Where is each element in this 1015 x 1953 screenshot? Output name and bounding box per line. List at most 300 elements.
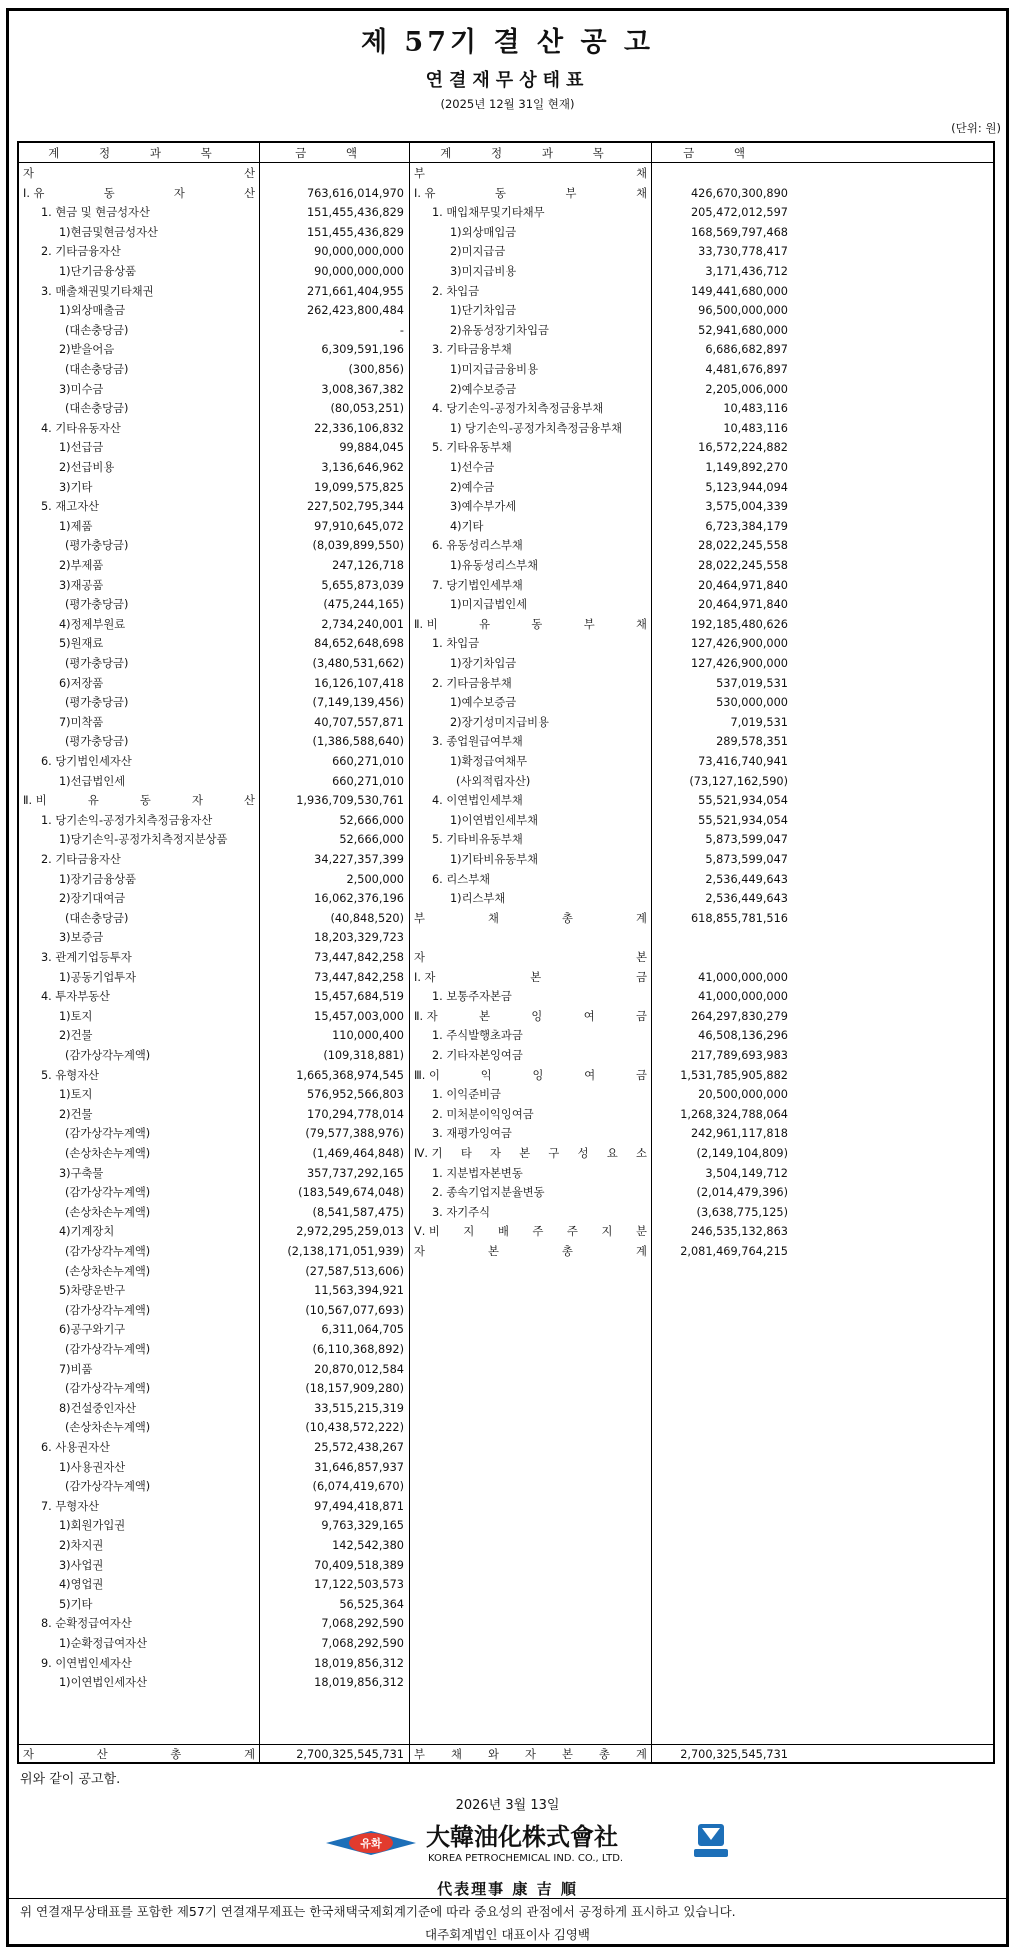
table-row (19, 1497, 993, 1517)
table-row (19, 262, 993, 282)
amount-cell: (27,587,513,606) (305, 1264, 404, 1278)
account-label: 1)외상매입금 (450, 225, 517, 239)
account-label: (감가상각누계액) (65, 1382, 151, 1396)
amount-cell: 20,464,971,840 (698, 578, 788, 592)
account-label: (감가상각누계액) (65, 1480, 151, 1494)
amount-cell: 5,873,599,047 (705, 853, 788, 866)
account-label: 1)확정급여채무 (450, 755, 528, 768)
amount-cell: 262,423,800,484 (306, 304, 404, 318)
account-label: (대손충당금) (65, 323, 129, 337)
account-label: (대손충당금) (65, 363, 129, 376)
amount-cell: 227,502,795,344 (306, 500, 404, 514)
account-label: 1)리스부채 (450, 892, 506, 906)
amount-cell: 33,515,215,319 (314, 1401, 404, 1415)
account-label: 1. 차입금 (432, 637, 480, 651)
amount-cell: (79,577,388,976) (305, 1127, 404, 1141)
amount-cell: 41,000,000,000 (698, 990, 788, 1004)
account-label: 부 채 (414, 167, 647, 180)
account-label: 2)부제품 (59, 559, 104, 572)
amount-cell: 2,081,469,764,215 (680, 1245, 788, 1258)
account-label: (손상차손누계액) (65, 1147, 151, 1160)
amount-cell: 31,646,857,937 (314, 1460, 404, 1474)
account-label: (평가충당금) (65, 539, 129, 553)
balance-sheet-table (17, 141, 995, 1764)
account-label: 1)현금및현금성자산 (59, 225, 158, 239)
amount-cell: 357,737,292,165 (306, 1166, 404, 1180)
amount-cell: 168,569,797,468 (690, 225, 788, 239)
amount-cell: 2,734,240,001 (321, 617, 404, 631)
account-label: 1. 지분법자본변동 (432, 1166, 523, 1180)
amount-cell: 97,910,645,072 (314, 519, 404, 533)
table-row (19, 1654, 993, 1674)
amount-cell: 3,575,004,339 (705, 500, 788, 514)
account-label: (감가상각누계액) (65, 1245, 151, 1258)
account-label: 5)차량운반구 (59, 1284, 126, 1298)
table-row (19, 576, 993, 596)
amount-cell: (3,480,531,662) (312, 657, 404, 670)
account-label: 1)회원가입권 (59, 1519, 126, 1533)
amount-cell: 10,483,116 (723, 402, 788, 416)
amount-cell: 149,441,680,000 (690, 284, 788, 298)
amount-cell: - (399, 323, 404, 337)
amount-cell: 271,661,404,955 (306, 284, 404, 298)
amount-cell: 33,730,778,417 (698, 245, 788, 259)
account-label: 1)선급법인세 (59, 774, 126, 788)
table-row (19, 1183, 993, 1203)
amount-cell: (40,848,520) (330, 911, 404, 925)
amount-cell: 70,409,518,389 (314, 1558, 404, 1572)
account-label: 2. 미처분이익잉여금 (432, 1107, 534, 1121)
account-label: Ⅳ. 기 타 자 본 구 성 요 소 (414, 1147, 647, 1160)
table-row (19, 1360, 993, 1380)
account-label: 1)미지급법인세 (450, 598, 528, 612)
table-row (19, 1262, 993, 1282)
account-label: (감가상각누계액) (65, 1049, 151, 1062)
amount-cell: 52,666,000 (339, 813, 404, 827)
table-row (19, 752, 993, 772)
account-label: (사외적립자산) (456, 774, 531, 788)
amount-cell: 7,068,292,590 (321, 1637, 404, 1650)
amount-cell: 97,494,418,871 (314, 1499, 404, 1513)
logo-badge: 유화 (360, 1837, 382, 1850)
table-row (19, 1203, 993, 1223)
amount-cell: 4,481,676,897 (705, 363, 788, 376)
amount-cell: (1,386,588,640) (312, 735, 404, 749)
amount-cell: 2,205,006,000 (705, 382, 788, 396)
account-label: 2. 기타금융자산 (41, 853, 121, 866)
account-label: 1)이연법인세자산 (59, 1676, 147, 1690)
table-row (19, 889, 993, 909)
account-label: (손상차손누계액) (65, 1205, 151, 1219)
table-row (19, 634, 993, 654)
account-label: (손상차손누계액) (65, 1421, 151, 1435)
account-label: 3)기타 (59, 480, 93, 494)
account-label: 1)유동성리스부채 (450, 559, 538, 572)
account-label: (감가상각누계액) (65, 1303, 151, 1317)
account-label: 1)단기차입금 (450, 304, 517, 318)
table-row (19, 1046, 993, 1066)
account-label: 4)기타 (450, 519, 484, 533)
account-label: 부 채 총 계 (414, 911, 647, 925)
account-label: 7)비품 (59, 1362, 93, 1376)
amount-cell: 46,508,136,296 (698, 1029, 788, 1043)
amount-cell: 264,297,830,279 (690, 1009, 788, 1023)
account-label: 9. 이연법인세자산 (41, 1656, 132, 1670)
amount-cell: 56,525,364 (339, 1597, 404, 1611)
table-row (19, 1026, 993, 1046)
amount-cell: 1,149,892,270 (705, 461, 788, 474)
account-label: 1. 주식발행초과금 (432, 1029, 523, 1043)
table-row (19, 360, 993, 380)
account-label: 2)받을어음 (59, 343, 115, 357)
account-label: (평가충당금) (65, 735, 129, 749)
amount-cell: 763,616,014,970 (306, 186, 404, 200)
account-label: 1. 당기손익-공정가치측정금융자산 (41, 813, 213, 827)
account-label: 자 산 (23, 167, 255, 180)
account-label: 2)건물 (59, 1029, 93, 1043)
account-label: 1)토지 (59, 1009, 93, 1023)
table-row (19, 732, 993, 752)
amount-cell: (1,469,464,848) (312, 1147, 404, 1160)
account-label: 4)영업권 (59, 1578, 104, 1592)
amount-cell: 15,457,684,519 (314, 990, 404, 1004)
account-label: (대손충당금) (65, 402, 129, 416)
table-row (19, 674, 993, 694)
statement-date: (2025년 12월 31일 현재) (440, 97, 575, 111)
amount-cell: 52,941,680,000 (698, 323, 788, 337)
amount-cell: 3,136,646,962 (321, 461, 404, 474)
table-row (19, 1281, 993, 1301)
amount-cell: (7,149,139,456) (312, 696, 404, 710)
amount-cell: (2,149,104,809) (696, 1147, 788, 1160)
amount-cell: 18,019,856,312 (314, 1656, 404, 1670)
table-row (19, 1614, 993, 1634)
amount-cell: 73,416,740,941 (698, 755, 788, 768)
account-label: 5. 재고자산 (41, 500, 100, 514)
table-row (19, 419, 993, 439)
account-label: 1)제품 (59, 519, 93, 533)
amount-cell: 6,686,682,897 (705, 343, 788, 357)
account-label: 1)미지급금융비용 (450, 363, 538, 376)
amount-cell: 192,185,480,626 (690, 617, 788, 631)
account-label: 2)선급비용 (59, 461, 115, 474)
amount-cell: 40,707,557,871 (314, 715, 404, 729)
account-label: 1)예수보증금 (450, 696, 517, 710)
table-row (19, 1379, 993, 1399)
amount-cell: 20,870,012,584 (314, 1362, 404, 1376)
amount-cell: 289,578,351 (716, 735, 788, 749)
account-label: 1)장기금융상품 (59, 872, 137, 886)
account-label: 1)선급금 (59, 441, 104, 455)
table-row (19, 1575, 993, 1595)
table-row (19, 556, 993, 576)
auditor-name: 대주회계법인 대표이사 김영백 (425, 1927, 590, 1942)
amount-cell: (73,127,162,590) (689, 774, 788, 788)
table-row (19, 948, 993, 968)
account-label: (평가충당금) (65, 598, 129, 612)
amount-cell: 17,122,503,573 (314, 1578, 404, 1592)
account-label: Ⅴ. 비 지 배 주 주 지 분 (414, 1225, 647, 1239)
total-amount: 2,700,325,545,731 (296, 1748, 404, 1761)
amount-cell: 530,000,000 (716, 696, 788, 710)
notice-title: 제 57기 결 산 공 고 (360, 27, 655, 58)
account-label: 4)기계장치 (59, 1225, 115, 1239)
amount-cell: 28,022,245,558 (698, 539, 788, 553)
account-label: 5)원재료 (59, 637, 104, 651)
account-label: 3)재공품 (59, 578, 104, 592)
amount-cell: 205,472,012,597 (690, 206, 788, 220)
amount-cell: 73,447,842,258 (314, 951, 404, 964)
account-label: 2)건물 (59, 1107, 93, 1121)
table-row (19, 1536, 993, 1556)
table-row (19, 928, 993, 948)
amount-cell: 110,000,400 (332, 1029, 404, 1043)
amount-cell: 34,227,357,399 (314, 853, 404, 866)
account-label: Ⅰ. 유 동 자 산 (23, 186, 255, 200)
account-label: 1)토지 (59, 1088, 93, 1102)
account-label: 2)예수보증금 (450, 382, 517, 396)
account-label: (감가상각누계액) (65, 1127, 151, 1141)
account-label: 4. 기타유동자산 (41, 421, 121, 435)
amount-cell: 10,483,116 (723, 421, 788, 435)
account-label: (감가상각누계액) (65, 1186, 151, 1200)
amount-cell: 246,535,132,863 (690, 1225, 788, 1239)
table-row (19, 1634, 993, 1654)
table-row (19, 399, 993, 419)
table-row (19, 184, 993, 204)
amount-cell: 3,504,149,712 (705, 1166, 788, 1180)
amount-cell: 9,763,329,165 (321, 1519, 404, 1533)
account-label: Ⅰ. 자 본 금 (414, 970, 647, 984)
account-label: 1)단기금융상품 (59, 265, 137, 278)
account-label: Ⅰ. 유 동 부 채 (414, 186, 647, 200)
amount-cell: (475,244,165) (323, 598, 404, 612)
account-label: 1)당기손익-공정가치측정지분상품 (59, 833, 228, 847)
amount-cell: (183,549,674,048) (298, 1186, 404, 1200)
amount-cell: 7,019,531 (730, 715, 788, 729)
amount-cell: (80,053,251) (330, 402, 404, 416)
amount-cell: 537,019,531 (716, 676, 788, 690)
account-label: 3. 재평가잉여금 (432, 1127, 512, 1141)
table-row (19, 1124, 993, 1144)
account-label: 8)건설중인자산 (59, 1401, 137, 1415)
account-label: 4. 투자부동산 (41, 990, 110, 1004)
account-label: 1. 현금 및 현금성자산 (41, 206, 150, 220)
account-label: 6. 리스부채 (432, 872, 491, 886)
table-row (19, 811, 993, 831)
company-name-english: KOREA PETROCHEMICAL IND. CO., LTD. (428, 1853, 624, 1864)
total-label: 부 채 와 자 본 총 계 (414, 1748, 647, 1761)
table-row (19, 830, 993, 850)
table-row (19, 1320, 993, 1340)
header-account-left: 계 정 과 목 (48, 146, 230, 160)
amount-cell: 5,655,873,039 (321, 578, 404, 592)
amount-cell: 2,972,295,259,013 (296, 1225, 404, 1239)
account-label: 5. 기타유동부채 (432, 441, 512, 455)
amount-cell: 1,268,324,788,064 (680, 1107, 788, 1121)
header-account-right: 계 정 과 목 (440, 146, 622, 160)
table-row (19, 1164, 993, 1184)
account-label: 2. 기타금융부채 (432, 676, 512, 690)
account-label: 1)기타비유동부채 (450, 853, 538, 866)
amount-cell: 576,952,566,803 (306, 1088, 404, 1102)
total-amount: 2,700,325,545,731 (680, 1748, 788, 1761)
amount-cell: (10,567,077,693) (305, 1303, 404, 1317)
table-row (19, 517, 993, 537)
account-label: Ⅲ. 이 익 잉 여 금 (414, 1068, 647, 1082)
amount-cell: 96,500,000,000 (698, 304, 788, 318)
table-row (19, 713, 993, 733)
account-label: 3. 기타금융부채 (432, 343, 512, 357)
amount-cell: 3,008,367,382 (321, 382, 404, 396)
account-label: 1) 당기손익-공정가치측정금융부채 (450, 421, 623, 435)
table-row (19, 1222, 993, 1242)
table-row (19, 772, 993, 792)
account-label: Ⅱ. 비 유 동 자 산 (23, 794, 255, 808)
account-label: 1. 매입채무및기타채무 (432, 206, 545, 220)
account-label: 1)외상매출금 (59, 304, 126, 318)
amount-cell: 16,062,376,196 (314, 892, 404, 906)
table-row (19, 1399, 993, 1419)
amount-cell: 19,099,575,825 (314, 480, 404, 494)
amount-cell: 170,294,778,014 (306, 1107, 404, 1121)
table-row (19, 223, 993, 243)
amount-cell: 18,019,856,312 (314, 1676, 404, 1690)
table-row (19, 1105, 993, 1125)
amount-cell: 217,789,693,983 (690, 1049, 788, 1062)
account-label: 3. 종업원급여부채 (432, 735, 523, 749)
amount-cell: 25,572,438,267 (314, 1441, 404, 1454)
amount-cell: (2,014,479,396) (696, 1186, 788, 1200)
amount-cell: (8,039,899,550) (312, 539, 404, 553)
table-row (19, 1242, 993, 1262)
header-amount-right: 금 액 (683, 146, 763, 160)
account-label: 5. 유형자산 (41, 1068, 100, 1082)
table-row (19, 1438, 993, 1458)
publication-date: 2026년 3월 13일 (455, 1798, 560, 1813)
account-label: 2)장기성미지급비용 (450, 715, 549, 729)
divider (6, 1898, 1009, 1899)
amount-cell: 1,531,785,905,882 (680, 1068, 788, 1082)
table-row (19, 1007, 993, 1027)
account-label: 7)미착품 (59, 715, 104, 729)
account-label: 4)정제부원료 (59, 617, 126, 631)
amount-cell: 41,000,000,000 (698, 970, 788, 984)
amount-cell: (3,638,775,125) (696, 1205, 788, 1219)
account-label: 6. 당기법인세자산 (41, 755, 132, 768)
account-label: 6. 유동성리스부채 (432, 539, 523, 553)
table-row (19, 321, 993, 341)
amount-cell: 660,271,010 (332, 774, 404, 788)
amount-cell: (18,157,909,280) (305, 1382, 404, 1396)
amount-cell: 3,171,436,712 (705, 265, 788, 278)
amount-cell: 99,884,045 (339, 441, 404, 455)
table-row (19, 282, 993, 302)
account-label: 3)미지급비용 (450, 265, 517, 278)
amount-cell: 151,455,436,829 (306, 225, 404, 239)
account-label: 3)사업권 (59, 1558, 104, 1572)
account-label: 4. 이연법인세부채 (432, 794, 523, 808)
amount-cell: 7,068,292,590 (321, 1617, 404, 1631)
table-row (19, 1144, 993, 1164)
amount-cell: (2,138,171,051,939) (287, 1245, 404, 1258)
amount-cell: 660,271,010 (332, 755, 404, 768)
table-row (19, 1477, 993, 1497)
table-row (19, 870, 993, 890)
account-label: 1)장기차입금 (450, 657, 517, 670)
table-row (19, 380, 993, 400)
account-label: 2)미지급금 (450, 245, 506, 259)
account-label: 5)기타 (59, 1597, 93, 1611)
amount-cell: (10,438,572,222) (305, 1421, 404, 1435)
account-label: 자 본 (414, 951, 647, 964)
account-label: 1)순확정급여자산 (59, 1637, 147, 1650)
account-label: 3)구축물 (59, 1166, 104, 1180)
audit-statement: 위 연결재무상태표를 포함한 제57기 연결재무제표는 한국채택국제회계기준에 따라 중요성의 관점에서 공정하게 표시하고 있습니다. (20, 1904, 736, 1919)
total-row (19, 1745, 993, 1765)
amount-cell: 1,665,368,974,545 (296, 1068, 404, 1082)
amount-cell: 2,536,449,643 (705, 892, 788, 906)
amount-cell: 18,203,329,723 (314, 931, 404, 945)
amount-cell: 142,542,380 (332, 1539, 404, 1552)
statement-title: 연결재무상태표 (425, 70, 590, 91)
amount-cell: 247,126,718 (332, 559, 404, 572)
amount-cell: 28,022,245,558 (698, 559, 788, 572)
account-label: 7. 무형자산 (41, 1499, 100, 1513)
amount-cell: 127,426,900,000 (690, 637, 788, 651)
company-name-hanja: 大韓油化株式會社 (426, 1822, 618, 1851)
table-row (19, 340, 993, 360)
table-row (19, 909, 993, 929)
table-row (19, 1516, 993, 1536)
account-label: 2. 종속기업지분율변동 (432, 1186, 545, 1200)
account-label: (평가충당금) (65, 657, 129, 670)
amount-cell: 16,126,107,418 (314, 676, 404, 690)
account-label: (감가상각누계액) (65, 1343, 151, 1356)
company-logo (326, 1818, 746, 1868)
account-label: 2)장기대여금 (59, 892, 126, 906)
table-row (19, 164, 993, 184)
amount-cell: 20,464,971,840 (698, 598, 788, 612)
header-amount-left: 금 액 (295, 146, 375, 160)
account-label: (대손충당금) (65, 911, 129, 925)
account-label: 3)보증금 (59, 931, 104, 945)
account-label: 1. 보통주자본금 (432, 990, 512, 1004)
amount-cell: 151,455,436,829 (306, 206, 404, 220)
account-label: 2. 기타금융자산 (41, 245, 121, 259)
amount-cell: 15,457,003,000 (314, 1009, 404, 1023)
amount-cell: 5,123,944,094 (705, 480, 788, 494)
amount-cell: 6,723,384,179 (705, 519, 788, 533)
amount-cell: 20,500,000,000 (698, 1088, 788, 1102)
account-label: 6)공구와기구 (59, 1323, 126, 1337)
table-row (19, 595, 993, 615)
table-row (19, 242, 993, 262)
account-label: 1)사용권자산 (59, 1460, 126, 1474)
amount-cell: (8,541,587,475) (312, 1205, 404, 1219)
amount-cell: (6,074,419,670) (312, 1480, 404, 1494)
account-label: 7. 당기법인세부채 (432, 578, 523, 592)
account-label: 2)예수금 (450, 480, 495, 494)
table-row (19, 536, 993, 556)
account-label: 1)선수금 (450, 461, 495, 474)
account-label: 5. 기타비유동부채 (432, 833, 523, 847)
amount-cell: 22,336,106,832 (314, 421, 404, 435)
account-label: 3. 자기주식 (432, 1205, 491, 1219)
table-row (19, 203, 993, 223)
table-row (19, 654, 993, 674)
table-row (19, 1066, 993, 1086)
